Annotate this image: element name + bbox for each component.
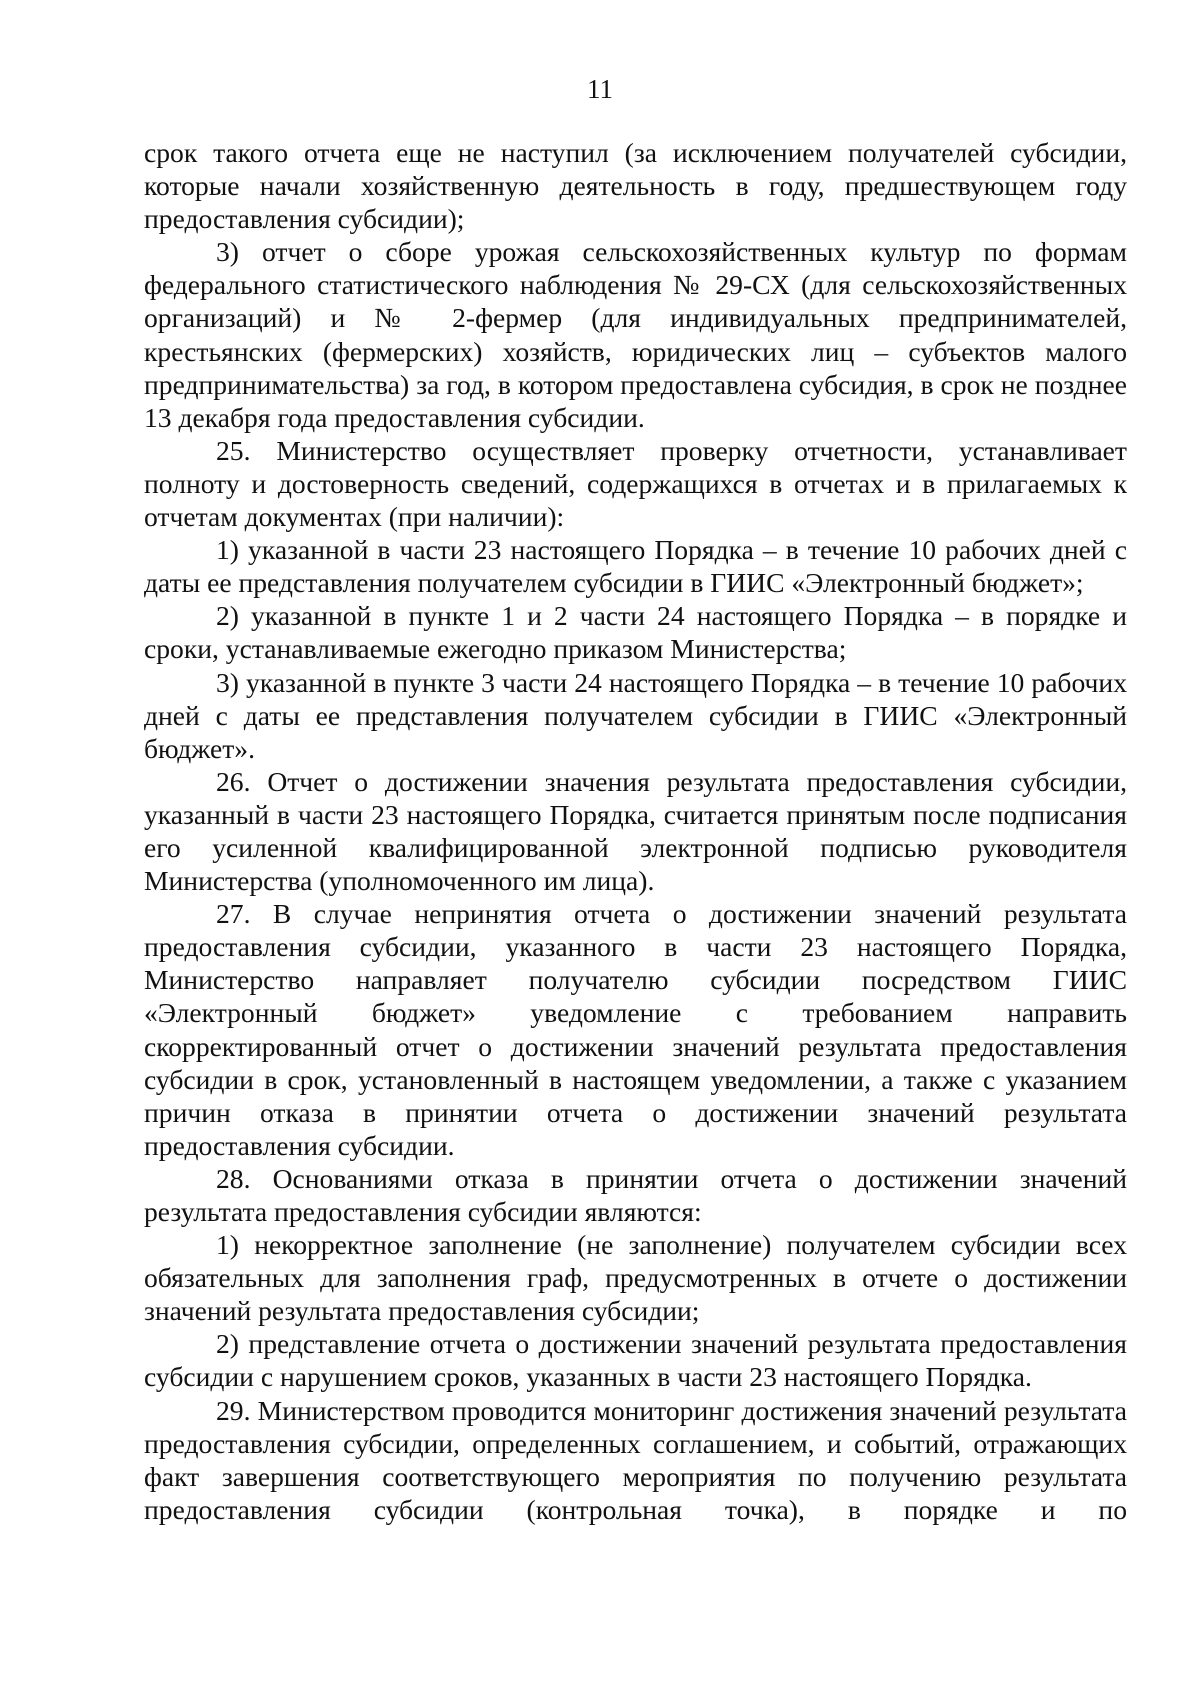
paragraph-25-item-2: 2) указанной в пункте 1 и 2 части 24 настоящего Порядка – в порядке и сроки, устанавливаемые ежегодно приказом Министерства; (144, 600, 1127, 665)
paragraph-24-item-3: 3) отчет о сборе урожая сельскохозяйственных культур по формам федерального статистического наблюдения № 29-СХ (для сельскохозяйственных организаций) и № 2-фермер (для индивидуальных предпринимателей, крестьянских (фермерских) хозяйств, юридических лиц – субъектов малого предпринимательства) за год, в котором предоставлена субсидия, в срок не позднее 13 декабря года предоставления субсидии. (144, 236, 1127, 433)
document-body (144, 136, 1127, 1526)
paragraph-28: 28. Основаниями отказа в принятии отчета о достижении значений результата предоставления субсидии являются: (144, 1162, 1127, 1227)
paragraph-25-item-1: 1) указанной в части 23 настоящего Порядка – в течение 10 рабочих дней с даты ее представления получателем субсидии в ГИИС «Электронный бюджет»; (144, 534, 1127, 599)
paragraph-26: 26. Отчет о достижении значения результата предоставления субсидии, указанный в части 23 настоящего Порядка, считается принятым после подписания его усиленной квалифицированной электронной подписью руководителя Министерства (уполномоченного им лица). (144, 765, 1127, 897)
paragraph-28-item-1: 1) некорректное заполнение (не заполнение) получателем субсидии всех обязательных для заполнения граф, предусмотренных в отчете о достижении значений результата предоставления субсидии; (144, 1229, 1127, 1327)
paragraph-27: 27. В случае непринятия отчета о достижении значений результата предоставления субсидии, указанного в части 23 настоящего Порядка, Министерство направляет получателю субсидии посредством ГИИС «Электронный бюджет» уведомление с требованием направить скорректированный отчет о достижении значений результата предоставления субсидии в срок, установленный в настоящем уведомлении, а также с указанием причин отказа в принятии отчета о достижении значений результата предоставления субсидии. (144, 898, 1127, 1161)
paragraph-25-item-3: 3) указанной в пункте 3 части 24 настоящего Порядка – в течение 10 рабочих дней с даты ее представления получателем субсидии в ГИИС «Электронный бюджет». (144, 666, 1127, 764)
paragraph-29: 29. Министерством проводится мониторинг достижения значений результата предоставления субсидии, определенных соглашением, и событий, отражающих факт завершения соответствующего мероприятия по получению результата предоставления субсидии (контрольная точка), в порядке и по (144, 1394, 1127, 1525)
paragraph-25: 25. Министерство осуществляет проверку отчетности, устанавливает полноту и достоверность сведений, содержащихся в отчетах и в прилагаемых к отчетам документах (при наличии): (144, 434, 1127, 533)
page-number: 11 (587, 74, 613, 104)
paragraph-28-item-2: 2) представление отчета о достижении значений результата предоставления субсидии с нарушением сроков, указанных в части 23 настоящего Порядка. (144, 1328, 1127, 1393)
paragraph-continuation: срок такого отчета еще не наступил (за исключением получателей субсидии, которые начали хозяйственную деятельность в году, предшествующем году предоставления субсидии); (144, 137, 1127, 235)
